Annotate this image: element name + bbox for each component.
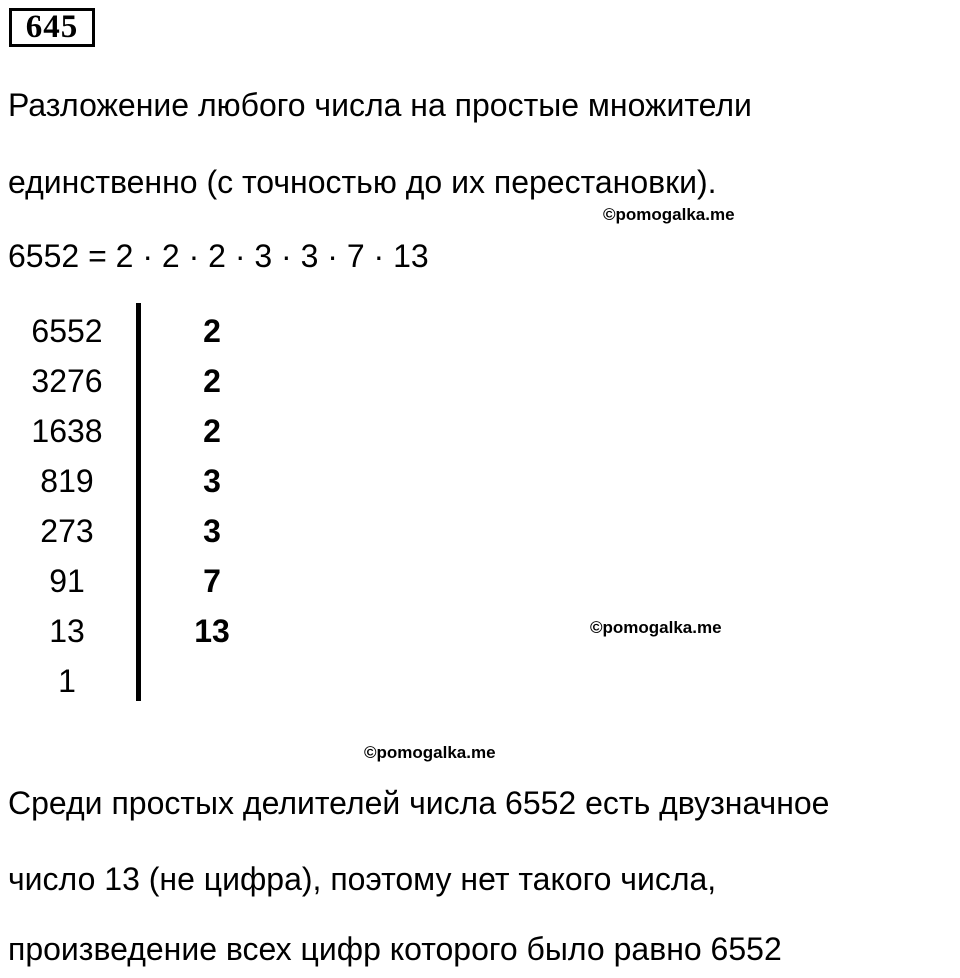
dividend-value: 3276 (31, 363, 103, 399)
dividend-value: 13 (49, 613, 85, 649)
equation-line: 6552 = 2 · 2 · 2 · 3 · 3 · 7 · 13 (8, 238, 429, 274)
intro-line-2: единственно (с точностью до их перестановки). (8, 164, 717, 200)
table-row (0, 356, 260, 406)
dividend-value: 819 (40, 463, 94, 499)
watermark-1: ©pomogalka.me (603, 205, 735, 224)
dividend-value: 1638 (31, 413, 103, 449)
table-row (0, 456, 260, 506)
table-row (0, 506, 260, 556)
divisor-value: 3 (203, 513, 221, 549)
conclusion-line-2: число 13 (не цифра), поэтому нет такого числа, (8, 861, 717, 897)
dividend-value: 273 (40, 513, 94, 549)
table-row (0, 406, 260, 456)
dividend-value: 6552 (31, 313, 103, 349)
divisor-value: 13 (194, 613, 230, 649)
factorization-table (0, 303, 260, 703)
conclusion-line-3: произведение всех цифр которого было равно 6552 (8, 931, 782, 967)
intro-line-1: Разложение любого числа на простые множители (8, 87, 752, 123)
table-row (0, 656, 260, 706)
conclusion-line-1: Среди простых делителей числа 6552 есть двузначное (8, 785, 830, 821)
divisor-value: 2 (203, 313, 221, 349)
problem-number-box: 645 (9, 8, 95, 47)
divisor-value: 2 (203, 413, 221, 449)
table-row (0, 606, 260, 656)
watermark-2: ©pomogalka.me (590, 618, 722, 637)
dividend-value: 91 (49, 563, 85, 599)
table-row (0, 306, 260, 356)
divisor-value: 2 (203, 363, 221, 399)
divisor-value: 7 (203, 563, 221, 599)
table-row (0, 556, 260, 606)
watermark-3: ©pomogalka.me (364, 743, 496, 762)
divisor-value: 3 (203, 463, 221, 499)
dividend-value: 1 (58, 663, 76, 699)
